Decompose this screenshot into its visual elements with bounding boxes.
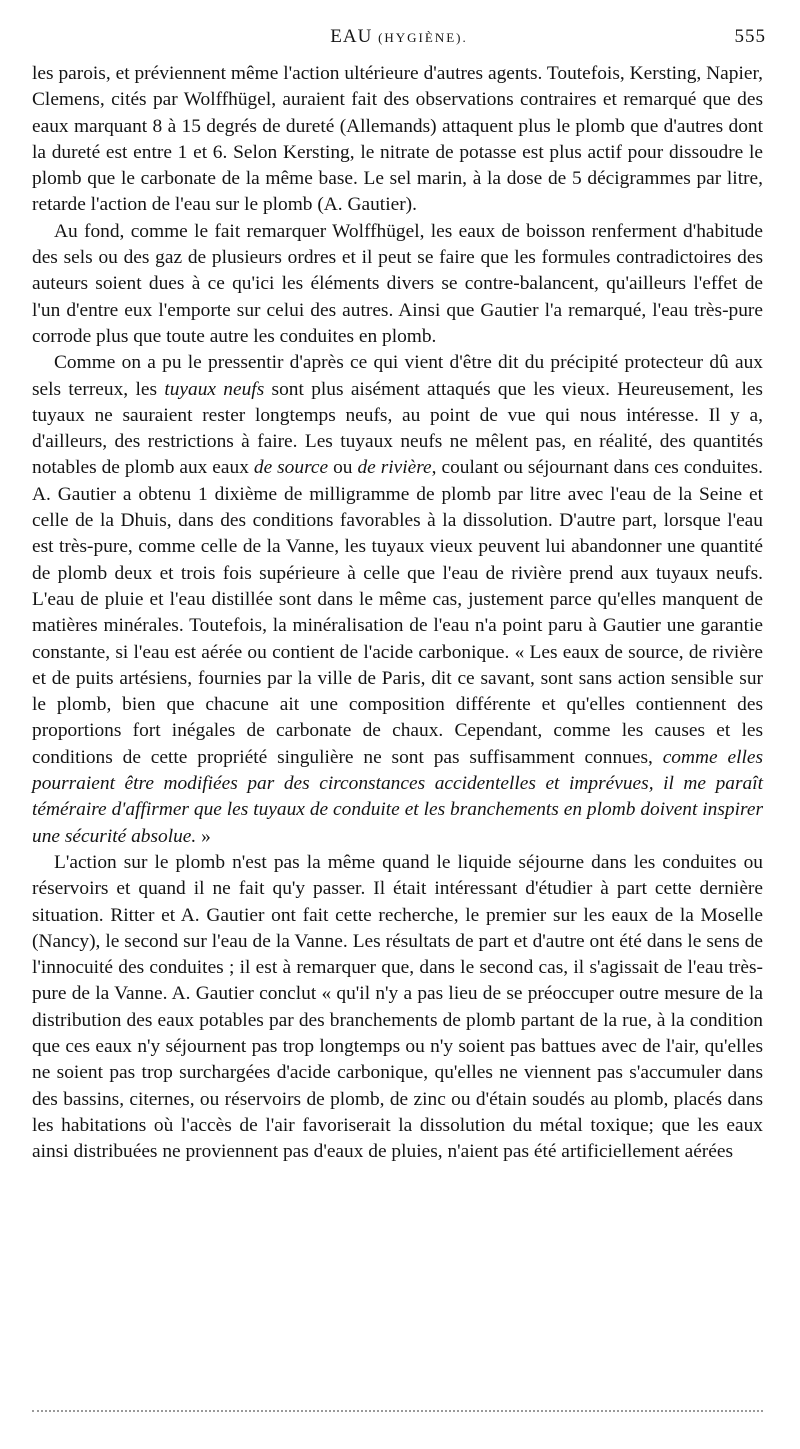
running-title-main: EAU: [330, 26, 373, 47]
paragraph-3-text-a: Comme on a pu le pressentir d'après ce qui vient d'être dit du précipité protecteur dû aux sels terreux, les: [32, 352, 763, 400]
paragraph-3-text-b: sont plus aisément attaqués que les vieux. Heureusement, les tuyaux ne sauraient rester longtemps neufs, au point de vue qui nous intéresse. Il y a, d'ailleurs, des restrictions à faire. Les tuyaux neufs ne mêlent pas, en réalité, des quantités notables de plomb aux eaux: [32, 378, 763, 479]
page-number: 555: [734, 26, 766, 47]
emphasis-tuyaux-neufs: tuyaux neufs: [164, 378, 265, 400]
emphasis-de-riviere: de rivière: [357, 457, 432, 479]
paragraph-3-text-e: »: [196, 825, 211, 847]
paragraph-3-text-c: ou: [328, 457, 358, 479]
paragraph-3-text-d: , coulant ou séjournant dans ces conduites. A. Gautier a obtenu 1 dixième de milligramme de plomb par litre avec l'eau de la Seine et celle de la Dhuis, dans des conditions favorables à la dissolution. D'autre part, lorsque l'eau est très-pure, comme celle de la Vanne, les tuyaux vieux peuvent lui abandonner une quantité de plomb deux et trois fois supérieure à celle que l'eau de rivière prend aux tuyaux neufs. L'eau de pluie et l'eau distillée sont dans le même cas, justement parce qu'elles manquent de matières minérales. Toutefois, la minéralisation de l'eau n'a point paru à Gautier une garantie constante, si l'eau est aérée ou contient de l'acide carbonique. « Les eaux de source, de rivière et de puits artésiens, fournies par la ville de Paris, dit ce savant, sont sans action sensible sur le plomb, bien que chacune ait une composition différente et qu'elles contiennent des proportions fort inégales de carbonate de chaux. Cependant, comme les causes et les conditions de cette propriété singulière ne sont pas suffisamment connues,: [32, 457, 763, 768]
emphasis-quotation: comme elles pourraient être modifiées par des circonstances accidentelles et imprévues, il me paraît téméraire d'affirmer que les tuyaux de conduite et les branchements en plomb doivent inspirer une sécurité absolue.: [32, 746, 764, 847]
paragraph-3: [32, 350, 763, 850]
running-title-sub: (HYGIÈNE).: [378, 30, 468, 45]
paragraph-4: L'action sur le plomb n'est pas la même quand le liquide séjourne dans les conduites ou réservoirs et quand il ne fait qu'y passer. Il était intéressant d'étudier à part cette dernière situation. Ritter et A. Gautier ont fait cette recherche, le premier sur les eaux de la Moselle (Nancy), le second sur l'eau de la Vanne. Les résultats de part et d'autre ont été dans le sens de l'innocuité des conduites ; il est à remarquer que, dans le second cas, il s'agissait de l'eau très-pure de la Vanne. A. Gautier conclut « qu'il n'y a pas lieu de se préoccuper outre mesure de la distribution des eaux potables par des branchements de plomb partant de la rue, à la condition que ces eaux n'y séjournent pas trop longtemps ou n'y soient pas battues avec de l'air, qu'elles ne soient pas trop surchargées d'acide carbonique, qu'elles ne viennent pas s'accumuler dans des bassins, citernes, ou réservoirs de plomb, de zinc ou d'étain soudés au plomb, placés dans les habitations où l'accès de l'air favoriserait la dissolution du métal toxique; que les eaux ainsi distribuées ne proviennent pas d'eaux de pluies, n'aient pas été artificiellement aérées: [32, 851, 763, 1163]
paragraph-1: les parois, et préviennent même l'action ultérieure d'autres agents. Toutefois, Kersting, Napier, Clemens, cités par Wolffhügel, auraient fait des observations contraires et remarqué que des eaux marquant 8 à 15 degrés de dureté (Allemands) attaquent plus le plomb que d'autres dont la dureté est entre 1 et 6. Selon Kersting, le nitrate de potasse est plus actif pour dissoudre le plomb que le carbonate de la même base. Le sel marin, à la dose de 5 décigrammes par litre, retarde l'action de l'eau sur le plomb (A. Gautier).: [32, 63, 763, 216]
running-title: [32, 26, 766, 48]
footer-rule: [32, 1410, 763, 1412]
paragraph-2: Au fond, comme le fait remarquer Wolffhügel, les eaux de boisson renferment d'habitude des sels ou des gaz de plusieurs ordres et il peut se faire que les formules contradictoires des auteurs soient dues à ce qu'ici les éléments divers se contre-balancent, qu'ailleurs l'effet de l'un d'entre eux l'emporte sur celui des autres. Ainsi que Gautier l'a remarqué, l'eau très-pure corrode plus que toute autre les conduites en plomb.: [32, 220, 763, 347]
running-header: [32, 26, 766, 56]
body-text: [32, 61, 763, 1165]
emphasis-de-source: de source: [253, 457, 329, 479]
